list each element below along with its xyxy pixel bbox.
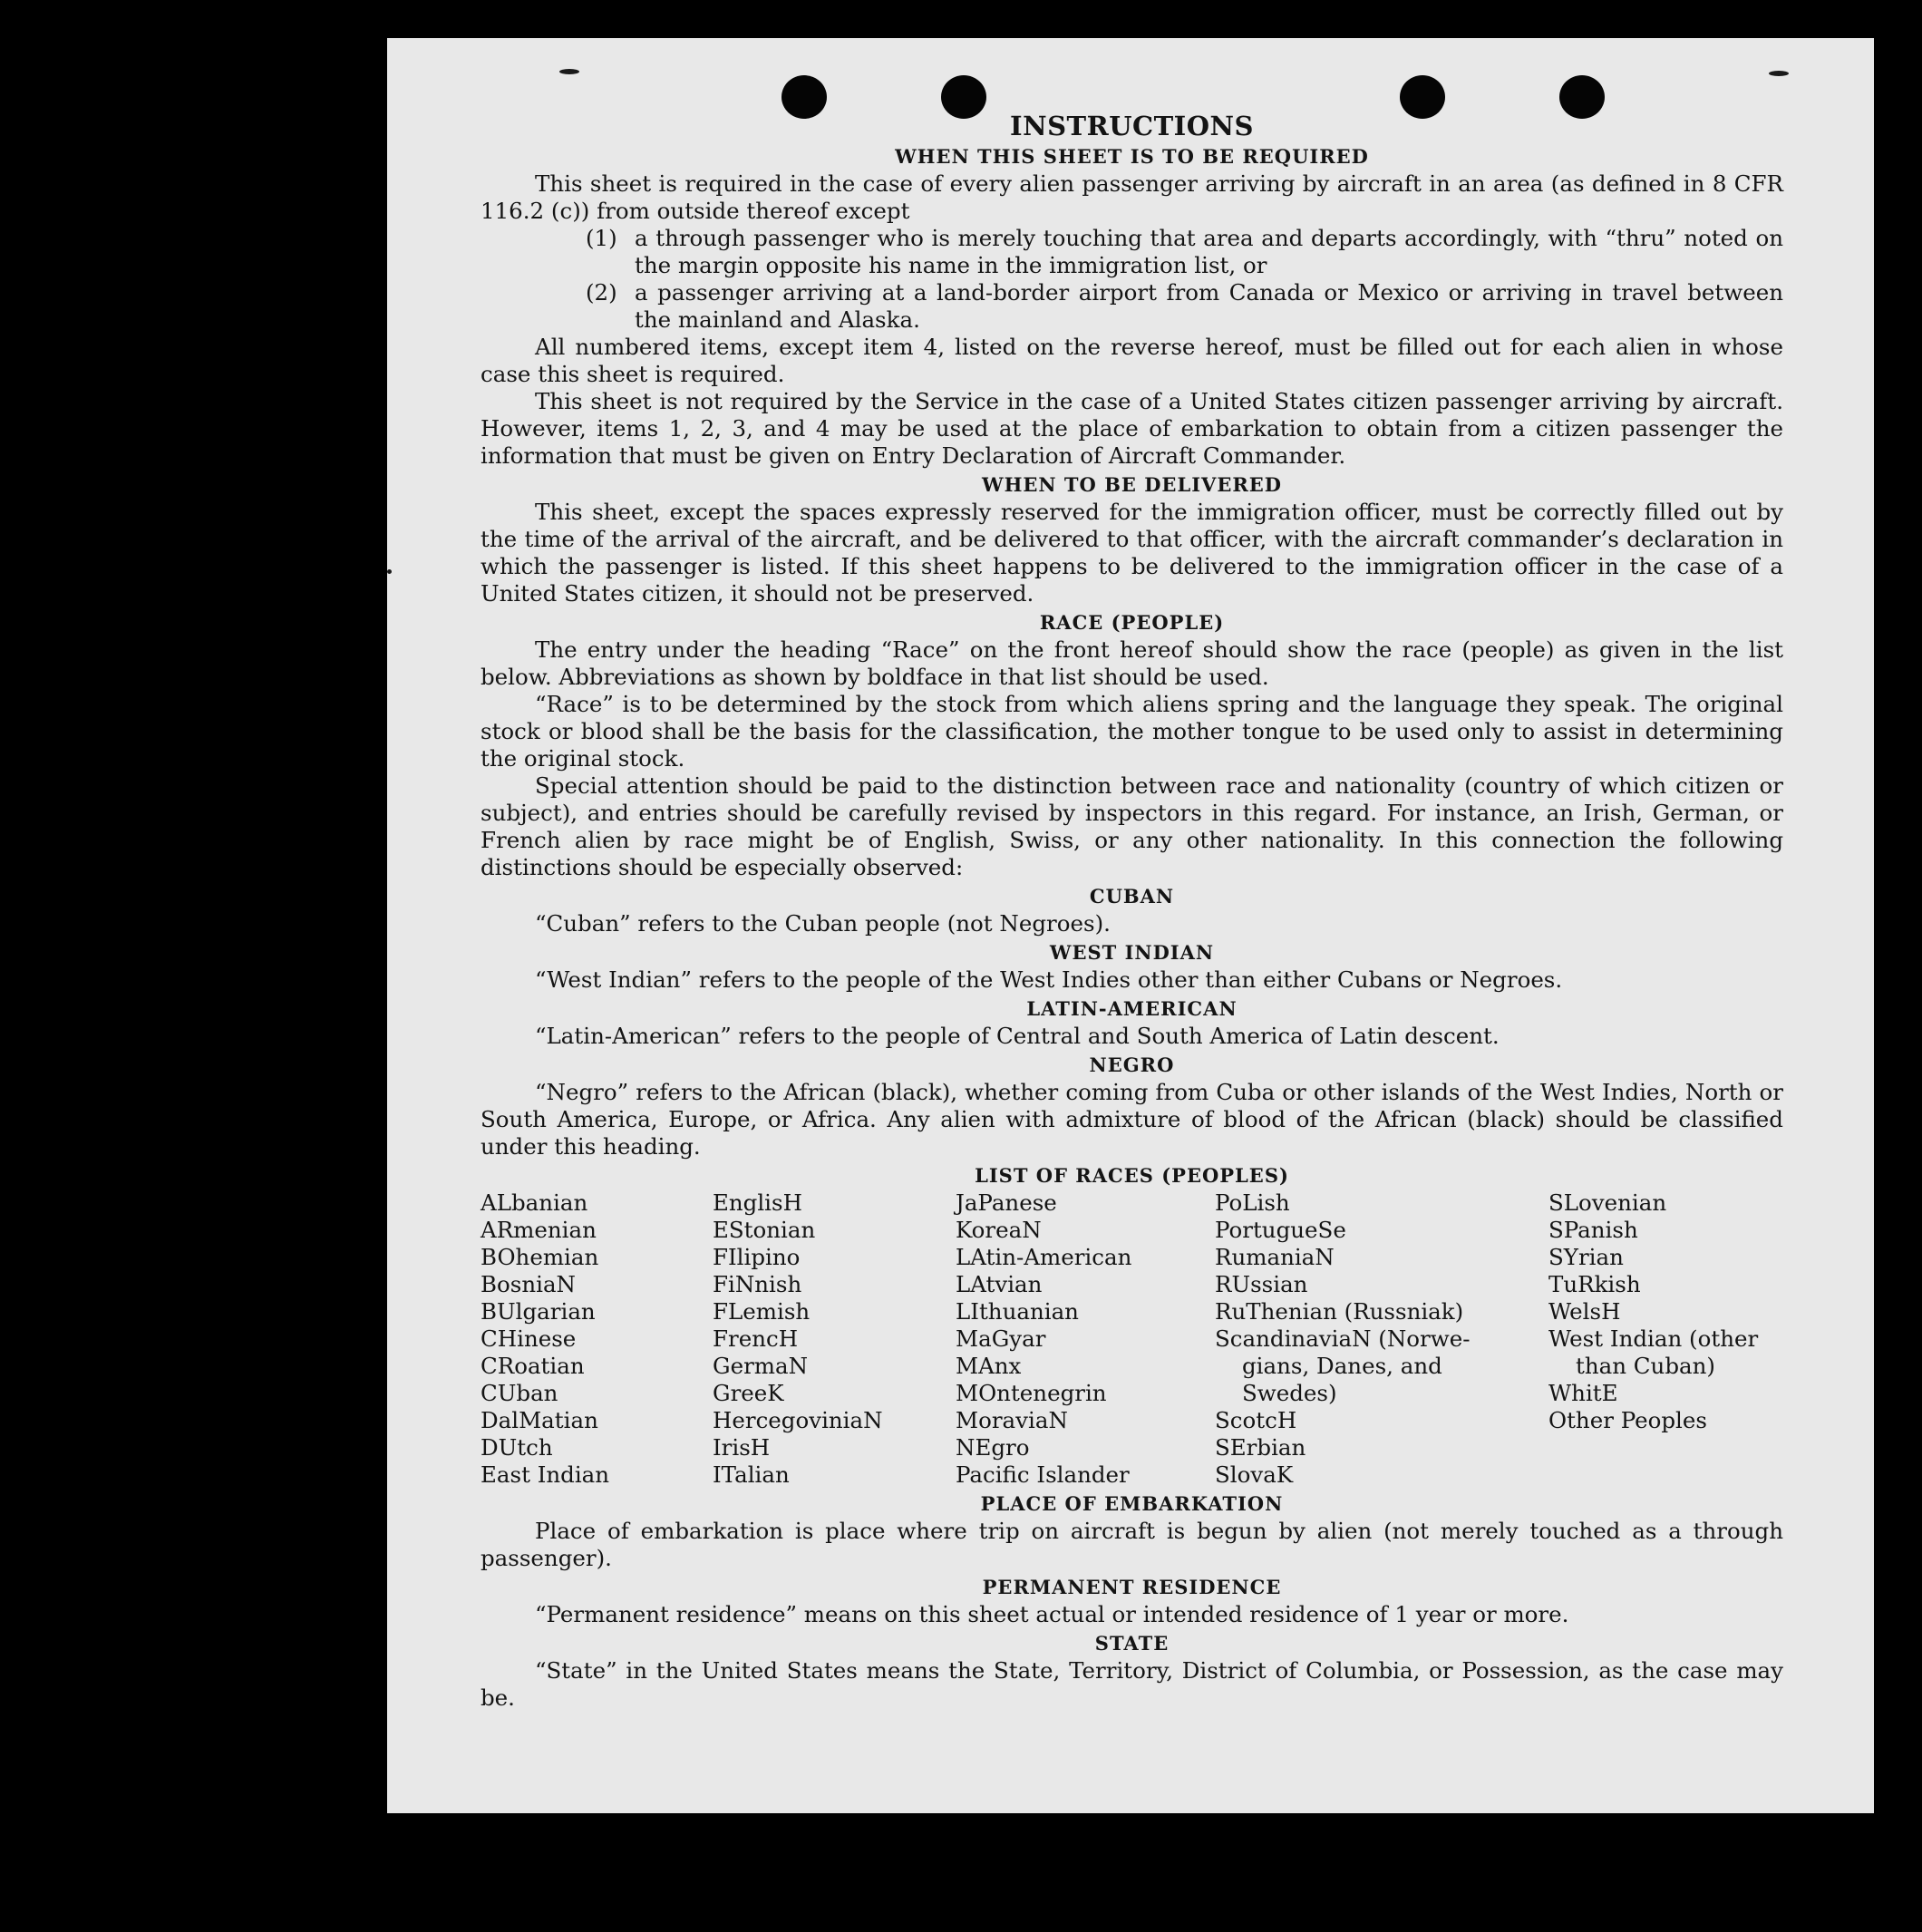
- list-item: [586, 225, 1783, 279]
- race-item: TuRkish: [1548, 1271, 1641, 1297]
- paragraph: “State” in the United States means the State, Territory, District of Columbia, or Possession, as the case may be.: [480, 1657, 1783, 1711]
- race-item: CHinese: [480, 1325, 577, 1352]
- race-item: RumaniaN: [1215, 1244, 1335, 1270]
- scan-speck: [559, 69, 579, 74]
- race-item: SYrian: [1548, 1244, 1624, 1270]
- race-item: PoLish: [1215, 1189, 1290, 1216]
- race-column: [480, 1189, 713, 1489]
- scan-speck: [1769, 71, 1789, 76]
- race-item: Other Peoples: [1548, 1407, 1707, 1433]
- race-item: DalMatian: [480, 1407, 598, 1433]
- paragraph: “Permanent residence” means on this sheet actual or intended residence of 1 year or more.: [535, 1601, 1569, 1627]
- item-text: a passenger arriving at a land-border airport from Canada or Mexico or arriving in travel between the mainland and Alaska.: [635, 279, 1783, 333]
- race-item: BUlgarian: [480, 1298, 596, 1325]
- race-item: RuThenian (Russniak): [1215, 1298, 1464, 1325]
- race-item: GermaN: [713, 1353, 809, 1379]
- paragraph: “Race” is to be determined by the stock from which aliens spring and the language they speak. The original stock or blood shall be the basis for the classification, the mother tongue to be used only to assist in determining the original stock.: [480, 691, 1783, 772]
- paragraph: This sheet is not required by the Service in the case of a United States citizen passenger arriving by aircraft. However, items 1, 2, 3, and 4 may be used at the place of embarkation to obtain from a citizen passenger the information that must be given on Entry Declaration of Aircraft Commander.: [480, 388, 1783, 469]
- race-item: NEgro: [956, 1434, 1030, 1461]
- race-item: PortugueSe: [1215, 1217, 1346, 1243]
- scan-speck: [387, 569, 392, 574]
- race-item: SPanish: [1548, 1217, 1638, 1243]
- race-item: IrisH: [713, 1434, 771, 1461]
- paragraph: All numbered items, except item 4, listed on the reverse hereof, must be filled out for each alien in whose case this sheet is required.: [480, 334, 1783, 387]
- paragraph: “West Indian” refers to the people of the West Indies other than either Cubans or Negroes.: [535, 966, 1563, 993]
- section-heading: LIST OF RACES (PEOPLES): [975, 1164, 1289, 1187]
- section-heading: CUBAN: [1089, 885, 1175, 908]
- section-heading: NEGRO: [1089, 1053, 1175, 1076]
- race-item: GreeK: [713, 1380, 784, 1406]
- race-item: ARmenian: [480, 1217, 597, 1243]
- item-text: a through passenger who is merely touching that area and departs accordingly, with “thru” noted on the margin opposite his name in the immigration list, or: [635, 225, 1783, 278]
- section-heading: WEST INDIAN: [1049, 941, 1215, 964]
- race-item: ScotcH: [1215, 1407, 1297, 1433]
- race-item: East Indian: [480, 1461, 610, 1488]
- race-item: LAtvian: [956, 1271, 1043, 1297]
- race-item: LAtin-American: [956, 1244, 1132, 1270]
- race-column: [713, 1189, 956, 1489]
- race-item: BosniaN: [480, 1271, 576, 1297]
- section-heading: LATIN-AMERICAN: [1026, 997, 1238, 1020]
- race-item: FIlipino: [713, 1244, 801, 1270]
- race-item: ITalian: [713, 1461, 790, 1488]
- race-list: [480, 1189, 1783, 1489]
- race-item: MOntenegrin: [956, 1380, 1107, 1406]
- race-item: ALbanian: [480, 1189, 588, 1216]
- punch-hole: [941, 75, 986, 119]
- race-item: SErbian: [1215, 1434, 1306, 1461]
- race-item: DUtch: [480, 1434, 553, 1461]
- race-item: FrencH: [713, 1325, 799, 1352]
- race-item-continuation: gians, Danes, and: [1242, 1353, 1442, 1379]
- page-title: INSTRUCTIONS: [1010, 111, 1254, 141]
- race-item: MoraviaN: [956, 1407, 1068, 1433]
- race-item: WhitE: [1548, 1380, 1618, 1406]
- race-column: [956, 1189, 1215, 1489]
- section-heading: RACE (PEOPLE): [1039, 611, 1225, 634]
- race-item: SlovaK: [1215, 1461, 1294, 1488]
- paragraph: “Latin-American” refers to the people of Central and South America of Latin descent.: [535, 1023, 1500, 1049]
- race-item: West Indian (other: [1548, 1325, 1759, 1352]
- race-item: MAnx: [956, 1353, 1022, 1379]
- paragraph: “Cuban” refers to the Cuban people (not Negroes).: [535, 910, 1111, 937]
- document-page: [387, 38, 1874, 1813]
- paragraph: “Negro” refers to the African (black), whether coming from Cuba or other islands of the West Indies, North or South America, Europe, or Africa. Any alien with admixture of blood of the African (black) should be classified under this heading.: [480, 1079, 1783, 1160]
- paragraph: The entry under the heading “Race” on the front hereof should show the race (people) as given in the list below. Abbreviations as shown by boldface in that list should be used.: [480, 636, 1783, 690]
- race-column: [1548, 1189, 1782, 1489]
- item-number: (2): [586, 279, 617, 306]
- section-heading: WHEN TO BE DELIVERED: [981, 473, 1282, 496]
- race-item: HercegoviniaN: [713, 1407, 883, 1433]
- race-item: Pacific Islander: [956, 1461, 1130, 1488]
- race-item: FiNnish: [713, 1271, 802, 1297]
- paragraph: Special attention should be paid to the distinction between race and nationality (country of which citizen or subject), and entries should be carefully revised by inspectors in this regard. For instance, an Irish, German, or French alien by race might be of English, Swiss, or any other nationality. In this connection the following distinctions should be especially observed:: [480, 772, 1783, 880]
- punch-hole: [1559, 75, 1605, 119]
- item-number: (1): [586, 225, 617, 251]
- race-item: RUssian: [1215, 1271, 1308, 1297]
- race-item-continuation: than Cuban): [1576, 1353, 1715, 1379]
- race-item: LIthuanian: [956, 1298, 1079, 1325]
- race-item: MaGyar: [956, 1325, 1046, 1352]
- race-item: KoreaN: [956, 1217, 1042, 1243]
- paragraph: This sheet is required in the case of every alien passenger arriving by aircraft in an area (as defined in 8 CFR 116.2 (c)) from outside thereof except: [480, 170, 1783, 224]
- paragraph: This sheet, except the spaces expressly reserved for the immigration officer, must be correctly filled out by the time of the arrival of the aircraft, and be delivered to that officer, with the aircraft commander’s declaration in which the passenger is listed. If this sheet happens to be delivered to the immigration officer in the case of a United States citizen, it should not be preserved.: [480, 499, 1783, 607]
- race-item: CRoatian: [480, 1353, 585, 1379]
- race-item: BOhemian: [480, 1244, 599, 1270]
- punch-hole: [1400, 75, 1445, 119]
- race-column: [1215, 1189, 1548, 1489]
- section-heading: STATE: [1094, 1632, 1170, 1655]
- list-item: [586, 279, 1783, 334]
- race-item: EStonian: [713, 1217, 816, 1243]
- race-item: CUban: [480, 1380, 558, 1406]
- paragraph: Place of embarkation is place where trip on aircraft is begun by alien (not merely touched as a through passenger).: [480, 1518, 1783, 1571]
- race-item: EnglisH: [713, 1189, 802, 1216]
- section-heading: WHEN THIS SHEET IS TO BE REQUIRED: [895, 145, 1369, 168]
- race-item: FLemish: [713, 1298, 811, 1325]
- section-heading: PERMANENT RESIDENCE: [982, 1576, 1282, 1598]
- race-item: JaPanese: [956, 1189, 1057, 1216]
- race-item: ScandinaviaN (Norwe-: [1215, 1325, 1471, 1352]
- section-heading: PLACE OF EMBARKATION: [980, 1492, 1284, 1515]
- punch-hole: [781, 75, 827, 119]
- race-item-continuation: Swedes): [1242, 1380, 1337, 1406]
- race-item: SLovenian: [1548, 1189, 1667, 1216]
- race-item: WelsH: [1548, 1298, 1621, 1325]
